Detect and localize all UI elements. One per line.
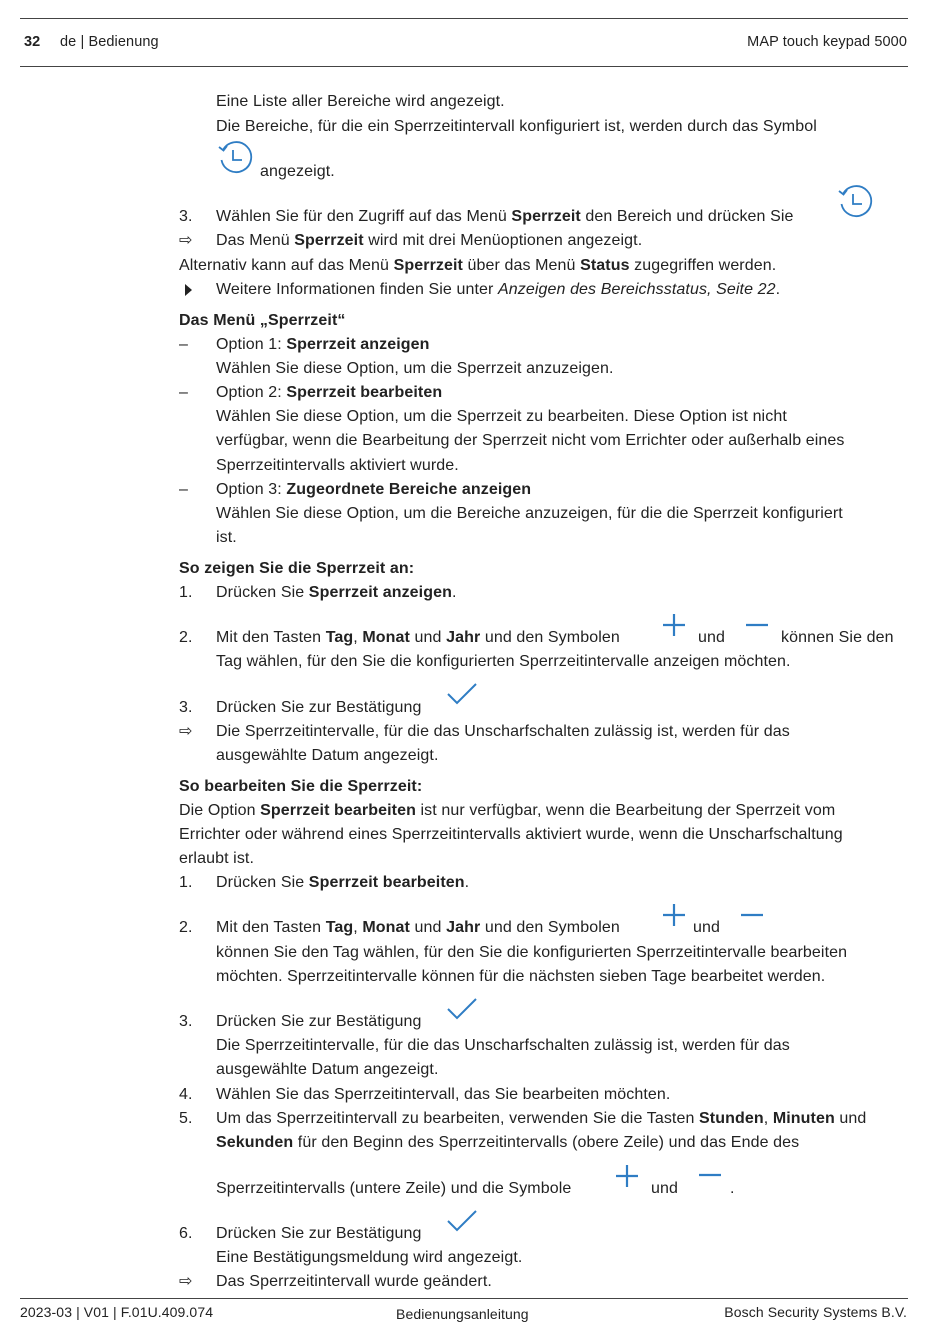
- step-number: 2.: [179, 629, 193, 646]
- plus-icon: [662, 903, 686, 927]
- header-section: de | Bedienung: [60, 34, 159, 50]
- clock-icon: [838, 185, 874, 219]
- step-number: 3.: [179, 699, 193, 716]
- step-number: 1.: [179, 874, 193, 891]
- and-text: und: [693, 919, 720, 936]
- step-text: möchten. Sperrzeitintervalle können für die nächsten sieben Tage bearbeitet werden.: [216, 968, 826, 985]
- result-arrow: ⇨: [179, 723, 193, 740]
- step-text: .: [730, 1180, 735, 1197]
- option-dash: –: [179, 384, 188, 401]
- option-dash: –: [179, 481, 188, 498]
- result-text: ausgewählte Datum angezeigt.: [216, 747, 439, 764]
- step-text: Drücken Sie zur Bestätigung: [216, 1225, 422, 1242]
- clock-icon: [218, 141, 254, 175]
- option-title: Option 3: Zugeordnete Bereiche anzeigen: [216, 481, 532, 498]
- minus-icon: [699, 1173, 721, 1177]
- footer-rule: [20, 1298, 908, 1299]
- section-heading: So zeigen Sie die Sperrzeit an:: [179, 560, 415, 577]
- step-text: Die Sperrzeitintervalle, für die das Unscharfschalten zulässig ist, werden für das: [216, 1037, 790, 1054]
- option-desc: ist.: [216, 529, 237, 546]
- option-desc: Wählen Sie diese Option, um die Sperrzeit anzuzeigen.: [216, 360, 614, 377]
- section-heading: So bearbeiten Sie die Sperrzeit:: [179, 778, 423, 795]
- option-desc: Sperrzeitintervalls aktiviert wurde.: [216, 457, 459, 474]
- step-number: 2.: [179, 919, 193, 936]
- step-text: Tag wählen, für den Sie die konfigurierten Sperrzeitintervalle anzeigen möchten.: [216, 653, 791, 670]
- header-bottom-rule: [20, 66, 908, 67]
- step-text: Um das Sperrzeitintervall zu bearbeiten, verwenden Sie die Tasten Stunden, Minuten und: [216, 1110, 867, 1127]
- step-text: Sekunden für den Beginn des Sperrzeitintervalls (obere Zeile) und das Ende des: [216, 1134, 800, 1151]
- header-top-rule: [20, 18, 908, 19]
- step-number: 6.: [179, 1225, 193, 1242]
- step-text: können Sie den: [781, 629, 894, 646]
- cross-reference-link[interactable]: Anzeigen des Bereichsstatus, Seite 22: [498, 281, 776, 298]
- edit-intro: Errichter oder während eines Sperrzeitintervalls aktiviert wurde, wenn die Unscharfschaltung: [179, 826, 843, 843]
- minus-icon: [746, 623, 768, 627]
- step-text: können Sie den Tag wählen, für den Sie die konfigurierten Sperrzeitintervalle bearbeiten: [216, 944, 848, 961]
- step-number: 3.: [179, 208, 193, 225]
- plus-icon: [662, 613, 686, 637]
- checkmark-icon: [447, 683, 477, 705]
- option-desc: verfügbar, wenn die Bearbeitung der Sperrzeit nicht vom Errichter oder außerhalb eines: [216, 432, 845, 449]
- step-text: ausgewählte Datum angezeigt.: [216, 1061, 439, 1078]
- option-desc: Wählen Sie diese Option, um die Sperrzeit zu bearbeiten. Diese Option ist nicht: [216, 408, 787, 425]
- edit-intro: erlaubt ist.: [179, 850, 255, 867]
- step-text: Drücken Sie Sperrzeit bearbeiten.: [216, 874, 470, 891]
- and-text: und: [698, 629, 725, 646]
- option-dash: –: [179, 336, 188, 353]
- step-number: 3.: [179, 1013, 193, 1030]
- option-desc: Wählen Sie diese Option, um die Bereiche anzuzeigen, für die die Sperrzeit konfiguriert: [216, 505, 843, 522]
- step-text: Drücken Sie Sperrzeit anzeigen.: [216, 584, 457, 601]
- option-title: Option 1: Sperrzeit anzeigen: [216, 336, 430, 353]
- step-number: 5.: [179, 1110, 193, 1127]
- intro-line: Eine Liste aller Bereiche wird angezeigt.: [216, 93, 505, 110]
- page-number: 32: [24, 34, 41, 50]
- section-heading: Das Menü „Sperrzeit“: [179, 312, 346, 329]
- alt-access-text: Alternativ kann auf das Menü Sperrzeit über das Menü Status zugegriffen werden.: [179, 257, 777, 274]
- step-text: Sperrzeitintervalls (untere Zeile) und die Symbole: [216, 1180, 572, 1197]
- footer-doc-type: Bedienungsanleitung: [396, 1306, 529, 1322]
- result-arrow: ⇨: [179, 1273, 193, 1290]
- step-text: Eine Bestätigungsmeldung wird angezeigt.: [216, 1249, 523, 1266]
- result-arrow: ⇨: [179, 232, 193, 249]
- plus-icon: [615, 1164, 639, 1188]
- step-number: 1.: [179, 584, 193, 601]
- step-text: Drücken Sie zur Bestätigung: [216, 1013, 422, 1030]
- option-title: Option 2: Sperrzeit bearbeiten: [216, 384, 443, 401]
- footer-company: Bosch Security Systems B.V.: [724, 1304, 907, 1320]
- intro-line: angezeigt.: [260, 163, 335, 180]
- step-text: Mit den Tasten Tag, Monat und Jahr und den Symbolen: [216, 919, 620, 936]
- step-text: Wählen Sie das Sperrzeitintervall, das Sie bearbeiten möchten.: [216, 1086, 671, 1103]
- intro-line: Die Bereiche, für die ein Sperrzeitintervall konfiguriert ist, werden durch das Symbol: [216, 118, 817, 135]
- checkmark-icon: [447, 998, 477, 1020]
- minus-icon: [741, 913, 763, 917]
- more-info-text: Weitere Informationen finden Sie unter Anzeigen des Bereichsstatus, Seite 22.: [216, 281, 781, 298]
- header-product: MAP touch keypad 5000: [747, 34, 907, 50]
- step-text: Mit den Tasten Tag, Monat und Jahr und den Symbolen: [216, 629, 620, 646]
- bullet-triangle-icon: [185, 284, 193, 296]
- result-text: Das Sperrzeitintervall wurde geändert.: [216, 1273, 492, 1290]
- step-text: Wählen Sie für den Zugriff auf das Menü Sperrzeit den Bereich und drücken Sie: [216, 208, 794, 225]
- footer-doc-id: 2023-03 | V01 | F.01U.409.074: [20, 1304, 214, 1320]
- result-text: Das Menü Sperrzeit wird mit drei Menüoptionen angezeigt.: [216, 232, 643, 249]
- step-number: 4.: [179, 1086, 193, 1103]
- step-text: Drücken Sie zur Bestätigung: [216, 699, 422, 716]
- edit-intro: Die Option Sperrzeit bearbeiten ist nur verfügbar, wenn die Bearbeitung der Sperrzeit vom: [179, 802, 836, 819]
- checkmark-icon: [447, 1210, 477, 1232]
- result-text: Die Sperrzeitintervalle, für die das Unscharfschalten zulässig ist, werden für das: [216, 723, 790, 740]
- and-text: und: [651, 1180, 678, 1197]
